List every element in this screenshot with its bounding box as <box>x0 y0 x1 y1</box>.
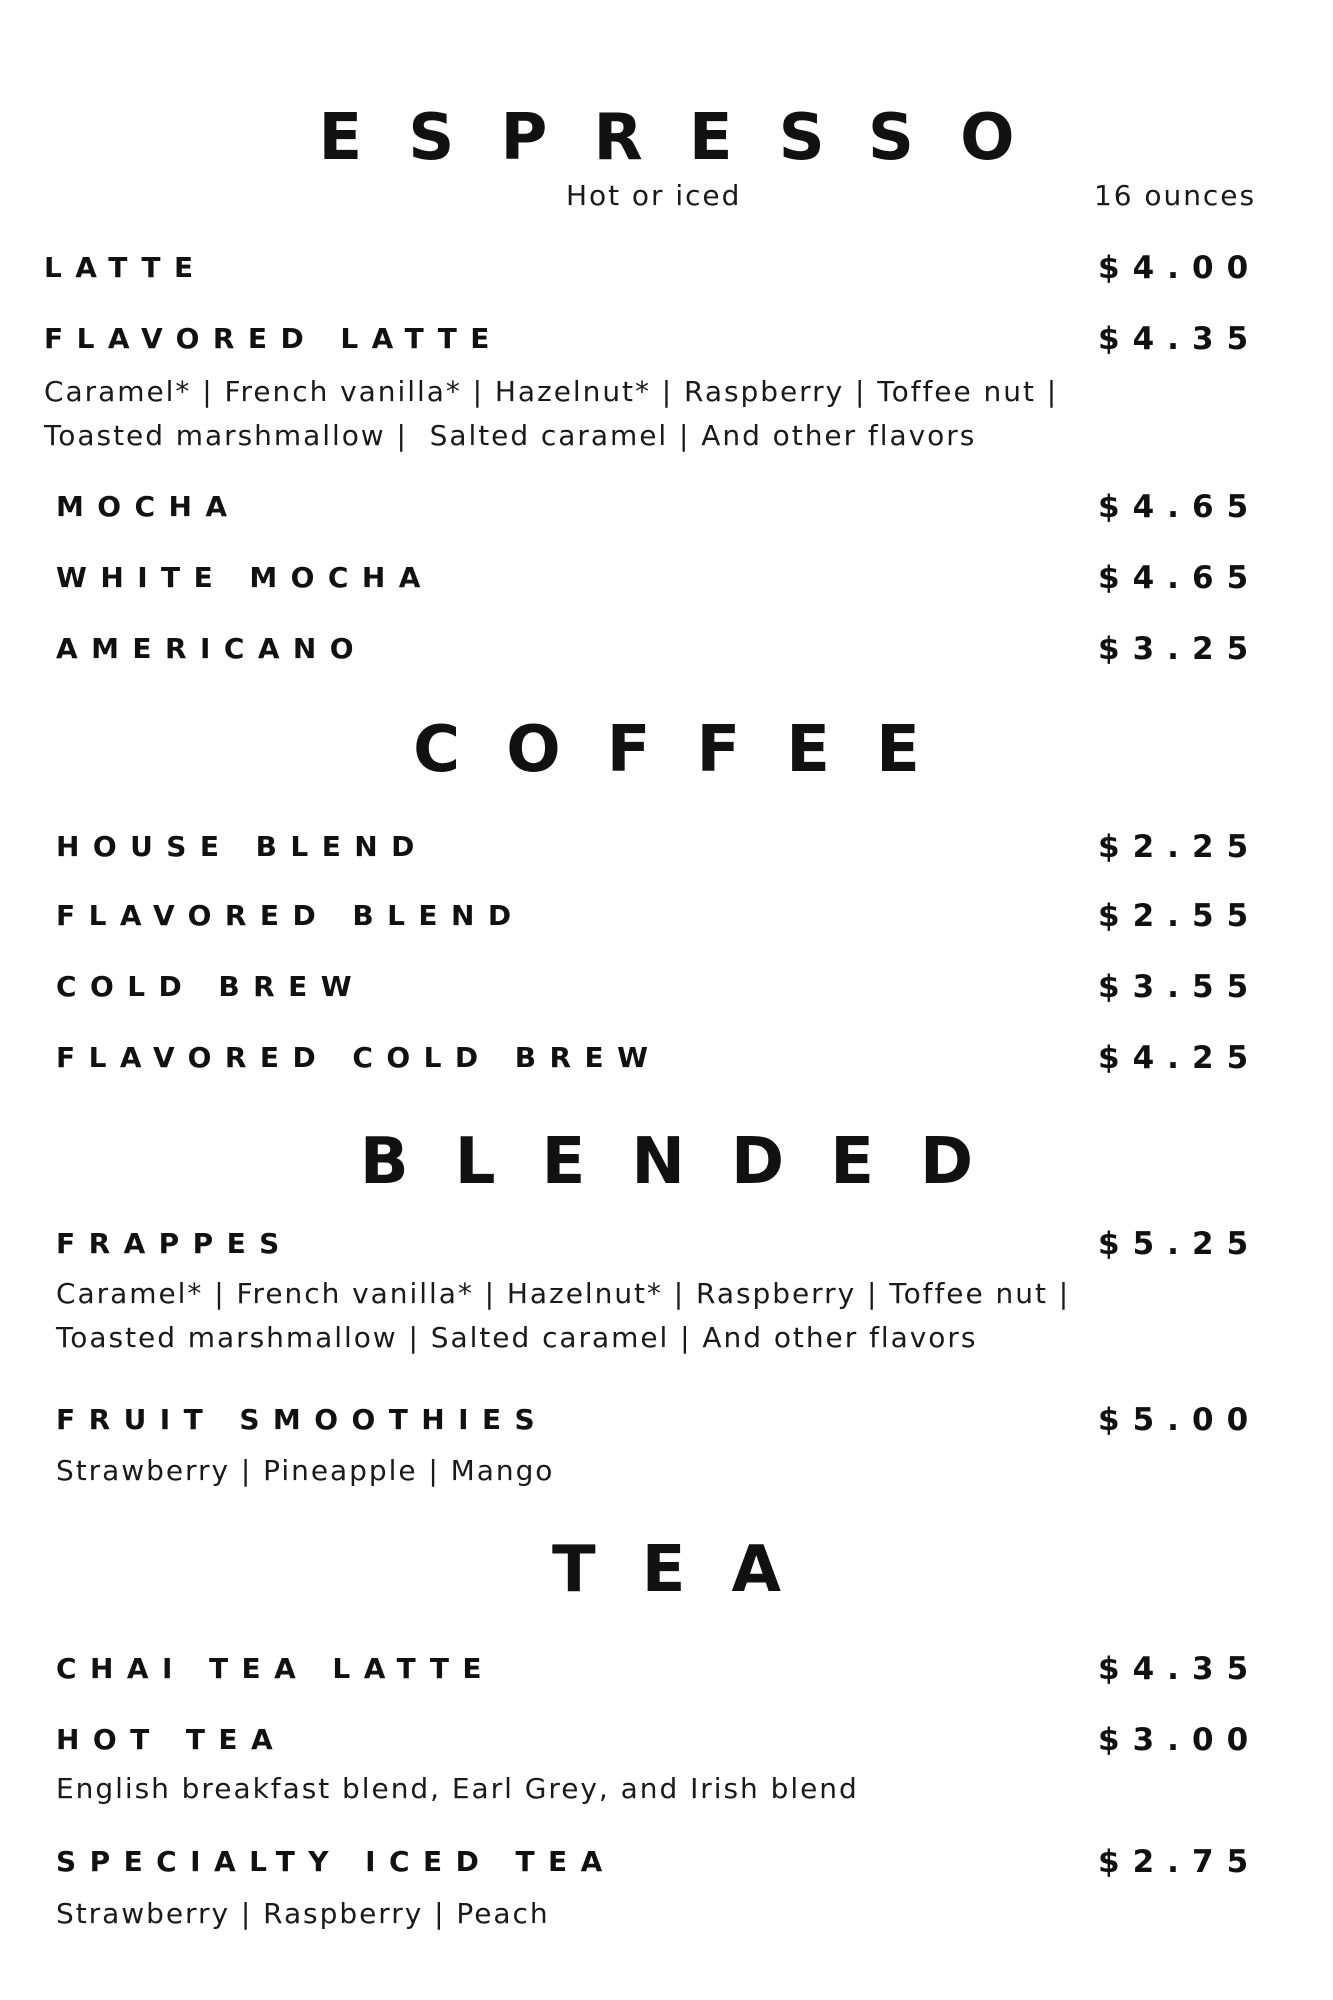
item-price-flavored-latte: $4.35 <box>1098 321 1262 357</box>
item-desc-flavored-latte-line2: Toasted marshmallow | Salted caramel | And other flavors <box>44 419 977 452</box>
item-name-americano: AMERICANO <box>56 632 368 665</box>
item-desc-hot-tea: English breakfast blend, Earl Grey, and Irish blend <box>56 1772 859 1805</box>
section-title-espresso: ESPRESSO <box>318 101 1061 175</box>
item-price-white-mocha: $4.65 <box>1098 560 1262 596</box>
item-price-americano: $3.25 <box>1098 631 1262 667</box>
item-name-chai-tea-latte: CHAI TEA LATTE <box>56 1652 495 1685</box>
item-price-mocha: $4.65 <box>1098 489 1262 525</box>
item-price-hot-tea: $3.00 <box>1098 1722 1262 1758</box>
item-price-flavored-cold-brew: $4.25 <box>1098 1040 1262 1076</box>
section-title-coffee: COFFEE <box>413 713 966 787</box>
item-name-flavored-latte: FLAVORED LATTE <box>44 322 503 355</box>
item-desc-frappes-line1: Caramel* | French vanilla* | Hazelnut* | Raspberry | Toffee nut | <box>56 1277 1071 1310</box>
item-desc-frappes-line2: Toasted marshmallow | Salted caramel | And other flavors <box>56 1321 978 1354</box>
item-price-flavored-blend: $2.55 <box>1098 898 1262 934</box>
item-name-frappes: FRAPPES <box>56 1227 293 1260</box>
item-name-hot-tea: HOT TEA <box>56 1723 287 1756</box>
item-desc-flavored-latte-line1: Caramel* | French vanilla* | Hazelnut* | Raspberry | Toffee nut | <box>44 375 1059 408</box>
size-note: 16 ounces <box>1094 179 1257 212</box>
item-price-latte: $4.00 <box>1098 250 1262 286</box>
item-name-mocha: MOCHA <box>56 490 241 523</box>
item-name-flavored-blend: FLAVORED BLEND <box>56 899 525 932</box>
section-title-tea: TEA <box>551 1533 828 1607</box>
item-price-cold-brew: $3.55 <box>1098 969 1262 1005</box>
section-title-blended: BLENDED <box>359 1125 1020 1199</box>
item-name-flavored-cold-brew: FLAVORED COLD BREW <box>56 1041 662 1074</box>
item-name-specialty-iced-tea: SPECIALTY ICED TEA <box>56 1845 616 1878</box>
item-desc-specialty-iced-tea: Strawberry | Raspberry | Peach <box>56 1897 550 1930</box>
item-price-frappes: $5.25 <box>1098 1226 1262 1262</box>
item-price-fruit-smoothies: $5.00 <box>1098 1402 1262 1438</box>
item-desc-fruit-smoothies: Strawberry | Pineapple | Mango <box>56 1454 555 1487</box>
item-price-chai-tea-latte: $4.35 <box>1098 1651 1262 1687</box>
item-name-cold-brew: COLD BREW <box>56 970 366 1003</box>
item-name-house-blend: HOUSE BLEND <box>56 830 428 863</box>
item-price-specialty-iced-tea: $2.75 <box>1098 1844 1262 1880</box>
item-name-latte: LATTE <box>44 251 207 284</box>
hot-or-iced-note: Hot or iced <box>566 179 742 212</box>
item-name-fruit-smoothies: FRUIT SMOOTHIES <box>56 1403 549 1436</box>
item-name-white-mocha: WHITE MOCHA <box>56 561 434 594</box>
item-price-house-blend: $2.25 <box>1098 829 1262 865</box>
